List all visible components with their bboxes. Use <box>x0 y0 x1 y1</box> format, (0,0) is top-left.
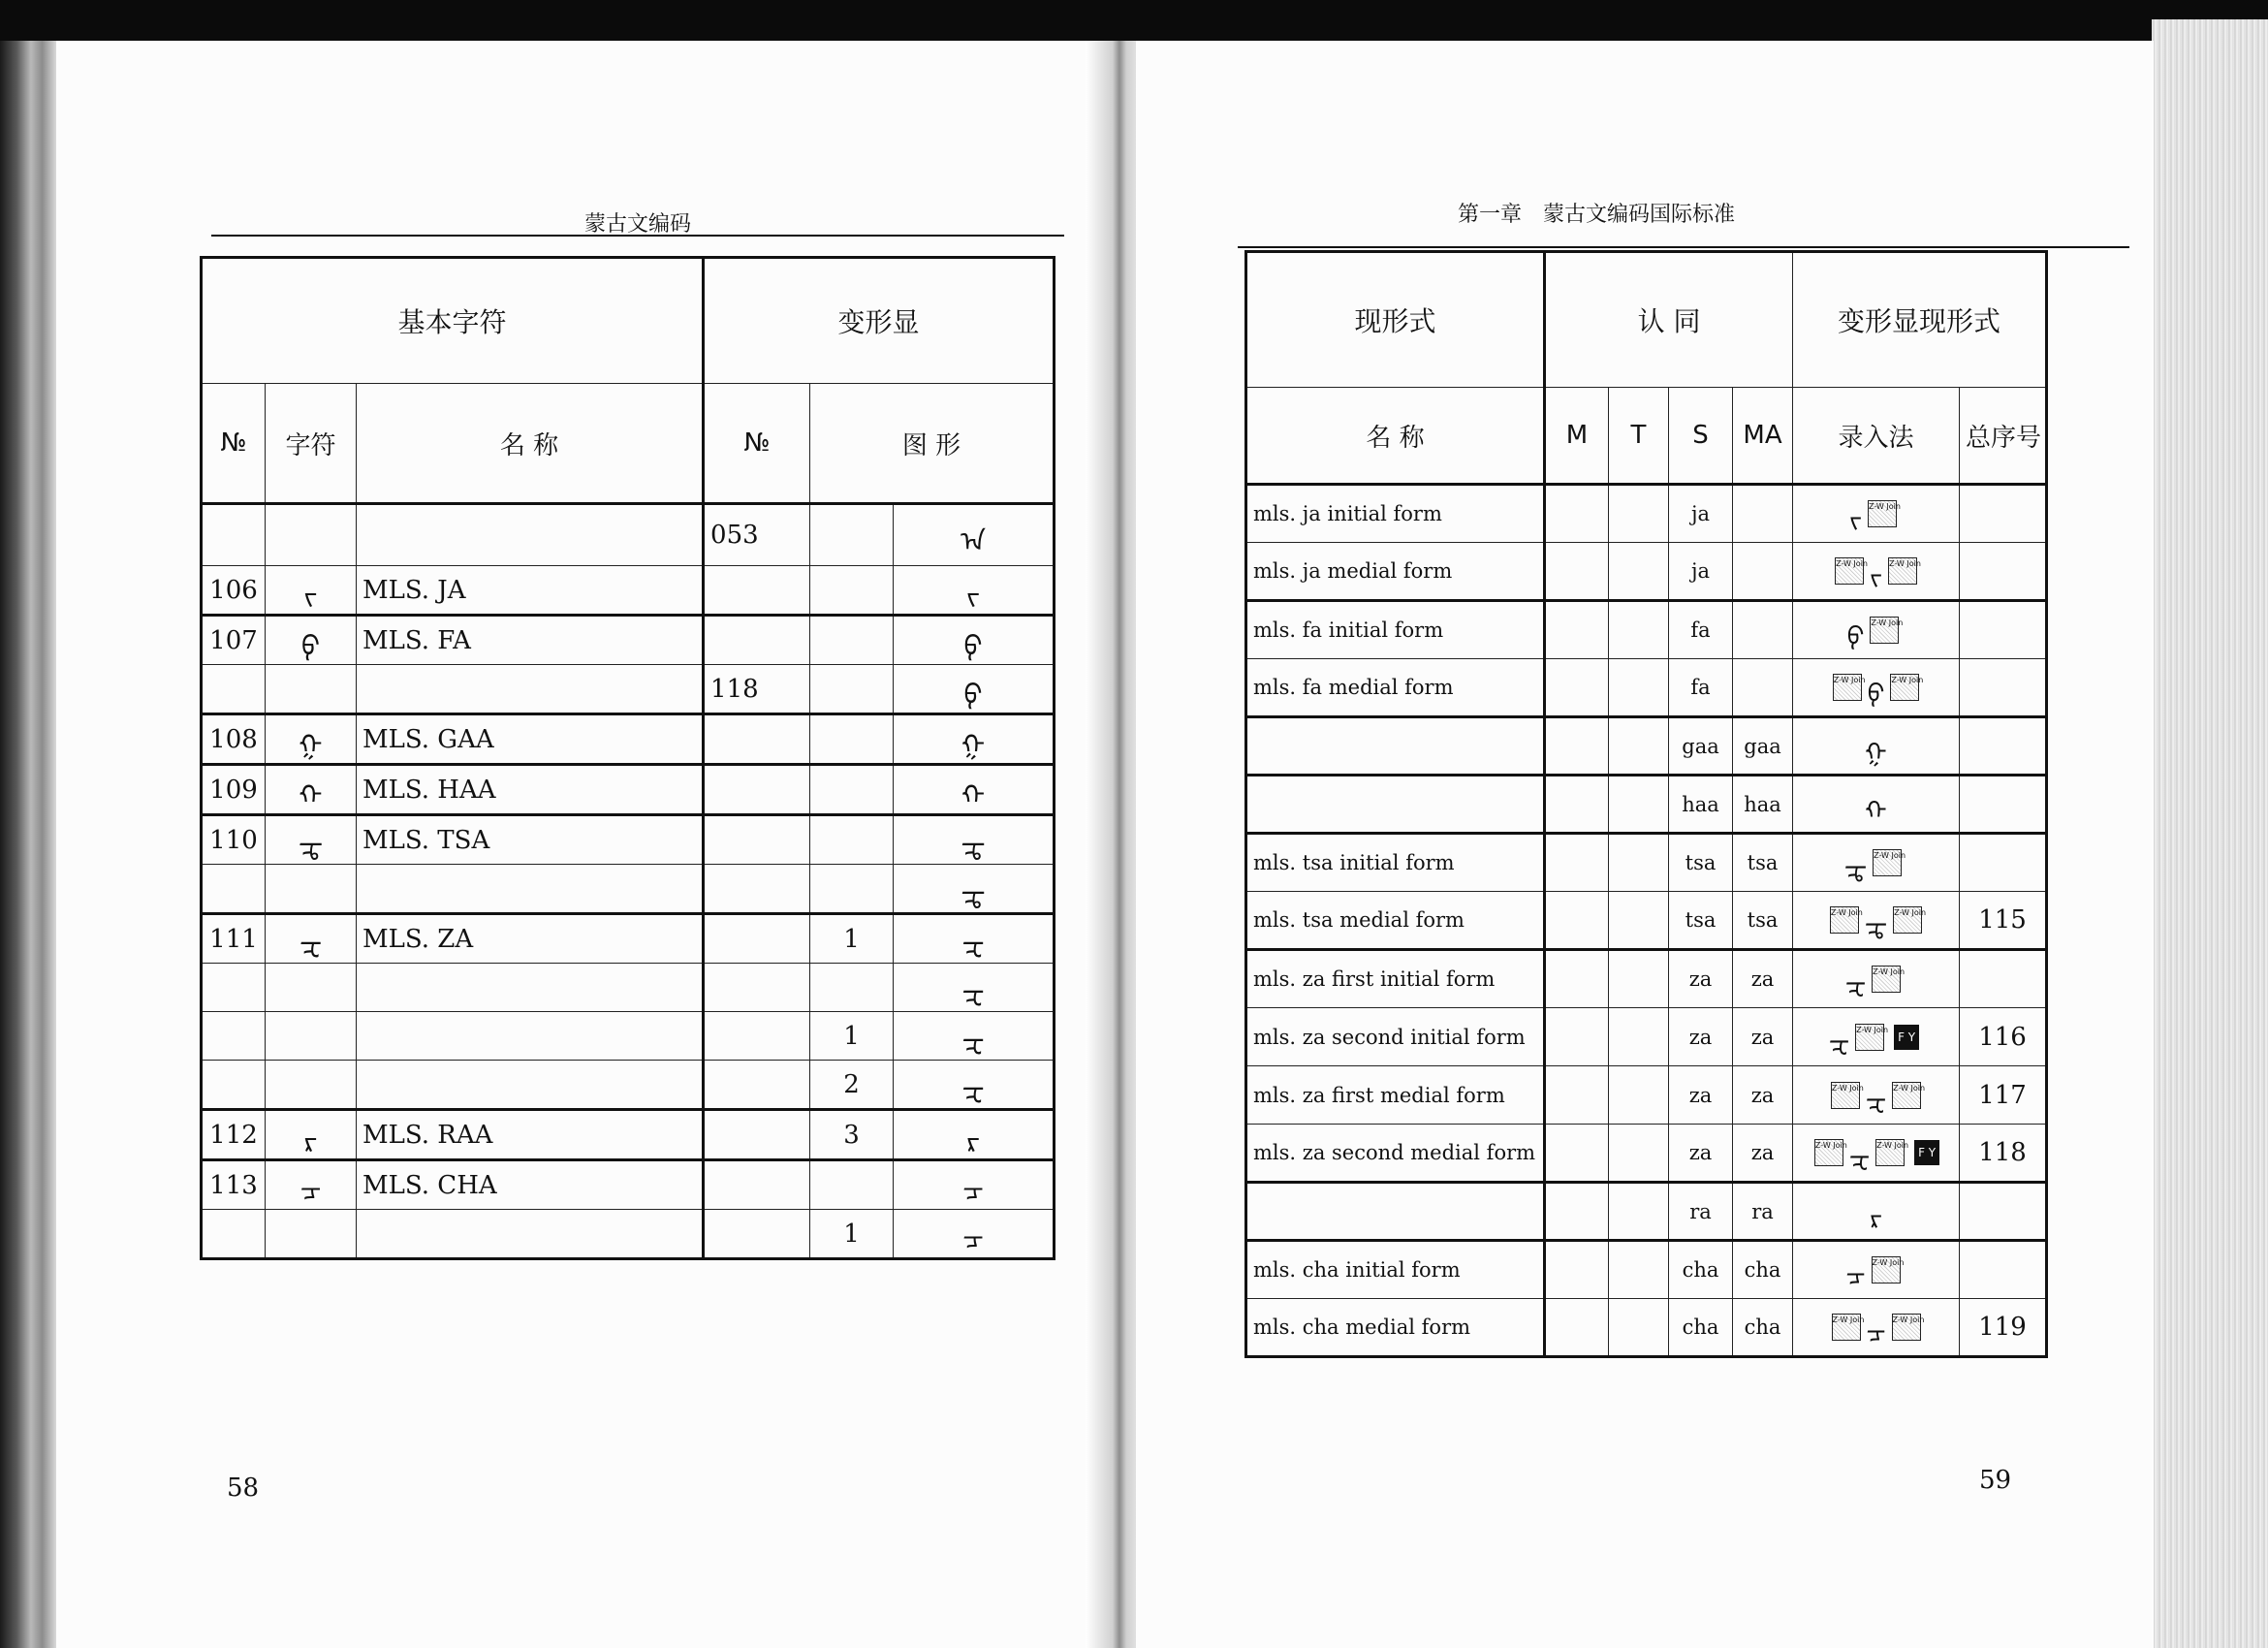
col-header-no: № <box>202 384 266 504</box>
char-name: MLS. FA <box>357 616 704 665</box>
char-glyph: ᠹ <box>266 616 357 665</box>
cell-s: gaa <box>1669 717 1733 776</box>
table-row <box>1246 1125 2047 1183</box>
char-name: MLS. GAA <box>357 714 704 765</box>
char-glyph <box>266 665 357 714</box>
char-glyph: ᠽ <box>266 914 357 964</box>
form-name: mls. za second initial form <box>1246 1008 1545 1066</box>
variant-count <box>810 865 894 914</box>
cell-t <box>1609 1008 1669 1066</box>
cell-t <box>1609 1066 1669 1125</box>
cell-t <box>1609 1299 1669 1357</box>
variant-count <box>810 714 894 765</box>
variant-count <box>810 566 894 616</box>
variant-glyph: ᠽ <box>894 1061 1055 1110</box>
cell-ma: za <box>1733 1008 1793 1066</box>
input-method-cell <box>1793 1183 1960 1241</box>
fvs-icon: F Y <box>1894 1025 1919 1050</box>
input-glyph: ᠹ <box>1867 680 1885 709</box>
char-name: MLS. CHA <box>357 1160 704 1210</box>
char-glyph <box>266 1061 357 1110</box>
table-row <box>1246 1183 2047 1241</box>
cell-s: tsa <box>1669 892 1733 950</box>
cell-m <box>1545 1008 1609 1066</box>
cell-ma: cha <box>1733 1299 1793 1357</box>
cell-s: za <box>1669 1066 1733 1125</box>
zwj-icon: Z-W Join <box>1888 557 1917 585</box>
col-header-total-no: 总序号 <box>1960 388 2047 485</box>
input-glyph: ᠵ <box>1849 506 1862 535</box>
variant-glyph: ᠹ <box>894 616 1055 665</box>
zwj-icon: Z-W Join <box>1814 1139 1843 1166</box>
total-number <box>1960 834 2047 892</box>
cell-ma: za <box>1733 950 1793 1008</box>
variant-number <box>704 1210 810 1259</box>
char-glyph: ᠵ <box>266 566 357 616</box>
table-row <box>202 1210 1055 1259</box>
form-name: mls. fa initial form <box>1246 601 1545 659</box>
input-method-cell <box>1793 1125 1960 1183</box>
cell-t <box>1609 950 1669 1008</box>
zwj-icon: Z-W Join <box>1872 1256 1901 1284</box>
table-row <box>1246 892 2047 950</box>
row-number: 108 <box>202 714 266 765</box>
left-running-head: 蒙古文编码 <box>584 212 692 237</box>
variant-number <box>704 914 810 964</box>
variant-number <box>704 1160 810 1210</box>
cell-t <box>1609 892 1669 950</box>
table-row <box>1246 485 2047 543</box>
left-page-number: 58 <box>227 1474 260 1503</box>
variant-count <box>810 1160 894 1210</box>
variant-glyph: ᠬ <box>894 765 1055 815</box>
input-glyph: ᠵ <box>1870 563 1882 592</box>
char-name: MLS. RAA <box>357 1110 704 1160</box>
zwj-icon: Z-W Join <box>1890 674 1919 701</box>
zwj-icon: Z-W Join <box>1875 1139 1905 1166</box>
cell-m <box>1545 543 1609 601</box>
table-row <box>202 964 1055 1012</box>
variant-count: 1 <box>810 914 894 964</box>
table-row <box>202 714 1055 765</box>
char-glyph: ᠷ <box>266 1110 357 1160</box>
table-row <box>202 1061 1055 1110</box>
cell-t <box>1609 485 1669 543</box>
cell-m <box>1545 1299 1609 1357</box>
total-number <box>1960 543 2047 601</box>
cell-s: haa <box>1669 776 1733 834</box>
col-header-name: 名 称 <box>357 384 704 504</box>
variant-glyph: ᠹ <box>894 665 1055 714</box>
right-page <box>1136 41 2154 1648</box>
col-header-ma: MA <box>1733 388 1793 485</box>
cell-m <box>1545 1125 1609 1183</box>
col-header-variant-no: № <box>704 384 810 504</box>
variant-glyph: ᠴ <box>894 1160 1055 1210</box>
char-name <box>357 504 704 566</box>
group-header-basic-chars: 基本字符 <box>202 258 704 384</box>
char-name: MLS. JA <box>357 566 704 616</box>
cell-m <box>1545 659 1609 717</box>
char-glyph <box>266 1210 357 1259</box>
zwj-icon: Z-W Join <box>1832 1314 1861 1341</box>
cell-m <box>1545 776 1609 834</box>
cell-s: tsa <box>1669 834 1733 892</box>
char-name <box>357 964 704 1012</box>
form-name: mls. ja initial form <box>1246 485 1545 543</box>
input-glyph: ᠽ <box>1865 1087 1887 1117</box>
cell-t <box>1609 601 1669 659</box>
input-method-cell <box>1793 1066 1960 1125</box>
zwj-icon: Z-W Join <box>1892 1314 1921 1341</box>
table-row <box>202 566 1055 616</box>
cell-t <box>1609 834 1669 892</box>
form-name: mls. fa medial form <box>1246 659 1545 717</box>
right-running-head: 第一章 蒙古文编码国际标准 <box>1458 203 1736 227</box>
zwj-icon: Z-W Join <box>1868 500 1897 527</box>
table-row <box>202 815 1055 865</box>
table-row <box>202 914 1055 964</box>
cell-ma: tsa <box>1733 834 1793 892</box>
cell-t <box>1609 659 1669 717</box>
zwj-icon: Z-W Join <box>1831 1082 1860 1109</box>
variant-count <box>810 964 894 1012</box>
row-number <box>202 964 266 1012</box>
cell-s: cha <box>1669 1299 1733 1357</box>
left-table <box>200 256 1055 1260</box>
table-row <box>1246 950 2047 1008</box>
form-name <box>1246 717 1545 776</box>
char-glyph: ᠼ <box>266 815 357 865</box>
variant-number <box>704 865 810 914</box>
cell-ma: tsa <box>1733 892 1793 950</box>
form-name: mls. tsa medial form <box>1246 892 1545 950</box>
cell-t <box>1609 717 1669 776</box>
table-row <box>1246 717 2047 776</box>
variant-number <box>704 566 810 616</box>
row-number <box>202 1061 266 1110</box>
table-row <box>202 616 1055 665</box>
group-header-presentation: 现形式 <box>1246 252 1545 388</box>
input-glyph: ᠬ <box>1865 796 1887 826</box>
input-glyph: ᠽ <box>1844 971 1867 1000</box>
form-name: mls. ja medial form <box>1246 543 1545 601</box>
zwj-icon: Z-W Join <box>1893 906 1922 934</box>
char-glyph <box>266 865 357 914</box>
variant-number <box>704 1061 810 1110</box>
variant-glyph: ᠭ <box>894 714 1055 765</box>
cell-ma <box>1733 659 1793 717</box>
table-row <box>1246 834 2047 892</box>
total-number: 116 <box>1960 1008 2047 1066</box>
table-row <box>1246 601 2047 659</box>
total-number <box>1960 950 2047 1008</box>
zwj-icon: Z-W Join <box>1872 966 1901 993</box>
char-name <box>357 865 704 914</box>
input-method-cell <box>1793 1299 1960 1357</box>
variant-glyph: ᠴ <box>894 1210 1055 1259</box>
char-glyph <box>266 504 357 566</box>
input-method-cell <box>1793 1008 1960 1066</box>
input-method-cell <box>1793 543 1960 601</box>
input-method-cell <box>1793 485 1960 543</box>
variant-count: 1 <box>810 1210 894 1259</box>
variant-count <box>810 765 894 815</box>
total-number <box>1960 1183 2047 1241</box>
variant-number <box>704 616 810 665</box>
table-row <box>1246 1299 2047 1357</box>
char-glyph: ᠬ <box>266 765 357 815</box>
char-name <box>357 665 704 714</box>
variant-number <box>704 964 810 1012</box>
form-name: mls. za second medial form <box>1246 1125 1545 1183</box>
cell-m <box>1545 601 1609 659</box>
zwj-icon: Z-W Join <box>1855 1024 1884 1051</box>
row-number: 110 <box>202 815 266 865</box>
total-number: 117 <box>1960 1066 2047 1125</box>
variant-count <box>810 504 894 566</box>
total-number: 119 <box>1960 1299 2047 1357</box>
total-number: 118 <box>1960 1125 2047 1183</box>
variant-count: 1 <box>810 1012 894 1061</box>
cell-ma: za <box>1733 1125 1793 1183</box>
table-row <box>1246 1066 2047 1125</box>
variant-glyph: ᠷ <box>894 1110 1055 1160</box>
input-glyph: ᠼ <box>1864 912 1888 941</box>
variant-glyph: ᠽ <box>894 1012 1055 1061</box>
variant-count: 2 <box>810 1061 894 1110</box>
variant-glyph: ᠠ <box>894 504 1055 566</box>
form-name: mls. cha medial form <box>1246 1299 1545 1357</box>
col-header-name: 名 称 <box>1246 388 1545 485</box>
col-header-s: S <box>1669 388 1733 485</box>
form-name: mls. tsa initial form <box>1246 834 1545 892</box>
cell-s: za <box>1669 1125 1733 1183</box>
input-glyph: ᠼ <box>1843 855 1868 884</box>
right-table <box>1244 250 2048 1358</box>
group-header-variants: 变形显 <box>704 258 1055 384</box>
group-header-variant-forms: 变形显现形式 <box>1793 252 2047 388</box>
input-glyph: ᠭ <box>1865 738 1887 768</box>
variant-count <box>810 616 894 665</box>
zwj-icon: Z-W Join <box>1870 617 1899 644</box>
cell-t <box>1609 1125 1669 1183</box>
variant-glyph: ᠼ <box>894 815 1055 865</box>
row-number <box>202 1012 266 1061</box>
cell-m <box>1545 834 1609 892</box>
cell-s: cha <box>1669 1241 1733 1299</box>
table-row <box>202 1012 1055 1061</box>
cell-s: za <box>1669 950 1733 1008</box>
row-number: 107 <box>202 616 266 665</box>
char-name: MLS. HAA <box>357 765 704 815</box>
cell-ma <box>1733 485 1793 543</box>
scan-background <box>0 0 2268 41</box>
row-number: 111 <box>202 914 266 964</box>
variant-glyph: ᠵ <box>894 566 1055 616</box>
zwj-icon: Z-W Join <box>1873 849 1902 876</box>
cell-t <box>1609 543 1669 601</box>
table-row <box>1246 543 2047 601</box>
cell-t <box>1609 1241 1669 1299</box>
zwj-icon: Z-W Join <box>1833 674 1862 701</box>
left-head-rule <box>211 235 1064 237</box>
cell-m <box>1545 1066 1609 1125</box>
group-header-identity: 认 同 <box>1545 252 1793 388</box>
cell-s: ja <box>1669 485 1733 543</box>
input-method-cell <box>1793 659 1960 717</box>
col-header-input-method: 录入法 <box>1793 388 1960 485</box>
row-number <box>202 665 266 714</box>
book-right-edge <box>2152 19 2268 1648</box>
table-row <box>202 504 1055 566</box>
variant-number <box>704 1012 810 1061</box>
col-header-char: 字符 <box>266 384 357 504</box>
table-row <box>1246 776 2047 834</box>
variant-count: 3 <box>810 1110 894 1160</box>
cell-s: za <box>1669 1008 1733 1066</box>
variant-glyph: ᠽ <box>894 914 1055 964</box>
cell-m <box>1545 892 1609 950</box>
cell-s: fa <box>1669 601 1733 659</box>
table-row <box>1246 659 2047 717</box>
char-glyph <box>266 964 357 1012</box>
input-method-cell <box>1793 892 1960 950</box>
col-header-glyph: 图 形 <box>810 384 1055 504</box>
table-row <box>1246 1008 2047 1066</box>
total-number <box>1960 485 2047 543</box>
form-name: mls. za first initial form <box>1246 950 1545 1008</box>
zwj-icon: Z-W Join <box>1835 557 1864 585</box>
total-number <box>1960 601 2047 659</box>
table-row <box>202 765 1055 815</box>
col-header-t: T <box>1609 388 1669 485</box>
table-row <box>202 1110 1055 1160</box>
table-row <box>1246 1241 2047 1299</box>
char-glyph: ᠴ <box>266 1160 357 1210</box>
input-method-cell <box>1793 834 1960 892</box>
cell-ma: haa <box>1733 776 1793 834</box>
total-number: 115 <box>1960 892 2047 950</box>
cell-m <box>1545 1183 1609 1241</box>
row-number: 112 <box>202 1110 266 1160</box>
fvs-icon: F Y <box>1914 1140 1939 1165</box>
variant-number <box>704 815 810 865</box>
form-name <box>1246 1183 1545 1241</box>
input-method-cell <box>1793 776 1960 834</box>
variant-number <box>704 1110 810 1160</box>
char-name: MLS. ZA <box>357 914 704 964</box>
char-name: MLS. TSA <box>357 815 704 865</box>
right-head-rule <box>1238 246 2129 248</box>
cell-ma: ra <box>1733 1183 1793 1241</box>
row-number <box>202 504 266 566</box>
cell-ma: za <box>1733 1066 1793 1125</box>
input-method-cell <box>1793 601 1960 659</box>
variant-number <box>704 714 810 765</box>
cell-s: fa <box>1669 659 1733 717</box>
input-glyph: ᠴ <box>1866 1319 1886 1348</box>
input-method-cell <box>1793 1241 1960 1299</box>
variant-count <box>810 665 894 714</box>
form-name: mls. cha initial form <box>1246 1241 1545 1299</box>
table-row <box>202 865 1055 914</box>
variant-number: 118 <box>704 665 810 714</box>
row-number <box>202 865 266 914</box>
row-number <box>202 1210 266 1259</box>
input-glyph: ᠷ <box>1870 1203 1882 1233</box>
cell-m <box>1545 485 1609 543</box>
row-number: 113 <box>202 1160 266 1210</box>
cell-ma <box>1733 543 1793 601</box>
zwj-icon: Z-W Join <box>1830 906 1859 934</box>
input-method-cell <box>1793 717 1960 776</box>
char-name <box>357 1061 704 1110</box>
col-header-m: M <box>1545 388 1609 485</box>
char-name <box>357 1012 704 1061</box>
input-method-cell <box>1793 950 1960 1008</box>
variant-count <box>810 815 894 865</box>
row-number: 106 <box>202 566 266 616</box>
cell-ma: cha <box>1733 1241 1793 1299</box>
cell-t <box>1609 776 1669 834</box>
form-name <box>1246 776 1545 834</box>
cell-s: ja <box>1669 543 1733 601</box>
variant-number <box>704 765 810 815</box>
row-number: 109 <box>202 765 266 815</box>
cell-s: ra <box>1669 1183 1733 1241</box>
total-number <box>1960 717 2047 776</box>
total-number <box>1960 776 2047 834</box>
cell-m <box>1545 717 1609 776</box>
form-name: mls. za first medial form <box>1246 1066 1545 1125</box>
input-glyph: ᠴ <box>1845 1262 1866 1291</box>
total-number <box>1960 1241 2047 1299</box>
input-glyph: ᠽ <box>1828 1029 1850 1059</box>
cell-ma <box>1733 601 1793 659</box>
right-page-number: 59 <box>1979 1466 2012 1495</box>
table-row <box>202 665 1055 714</box>
cell-m <box>1545 950 1609 1008</box>
input-glyph: ᠹ <box>1846 622 1865 651</box>
total-number <box>1960 659 2047 717</box>
variant-glyph: ᠽ <box>894 964 1055 1012</box>
table-row <box>202 1160 1055 1210</box>
cell-t <box>1609 1183 1669 1241</box>
left-page <box>56 41 1103 1648</box>
book-left-edge <box>0 41 56 1648</box>
variant-glyph: ᠼ <box>894 865 1055 914</box>
char-name <box>357 1210 704 1259</box>
variant-number: 053 <box>704 504 810 566</box>
input-glyph: ᠽ <box>1848 1145 1871 1174</box>
char-glyph <box>266 1012 357 1061</box>
zwj-icon: Z-W Join <box>1892 1082 1921 1109</box>
char-glyph: ᠭ <box>266 714 357 765</box>
cell-ma: gaa <box>1733 717 1793 776</box>
cell-m <box>1545 1241 1609 1299</box>
